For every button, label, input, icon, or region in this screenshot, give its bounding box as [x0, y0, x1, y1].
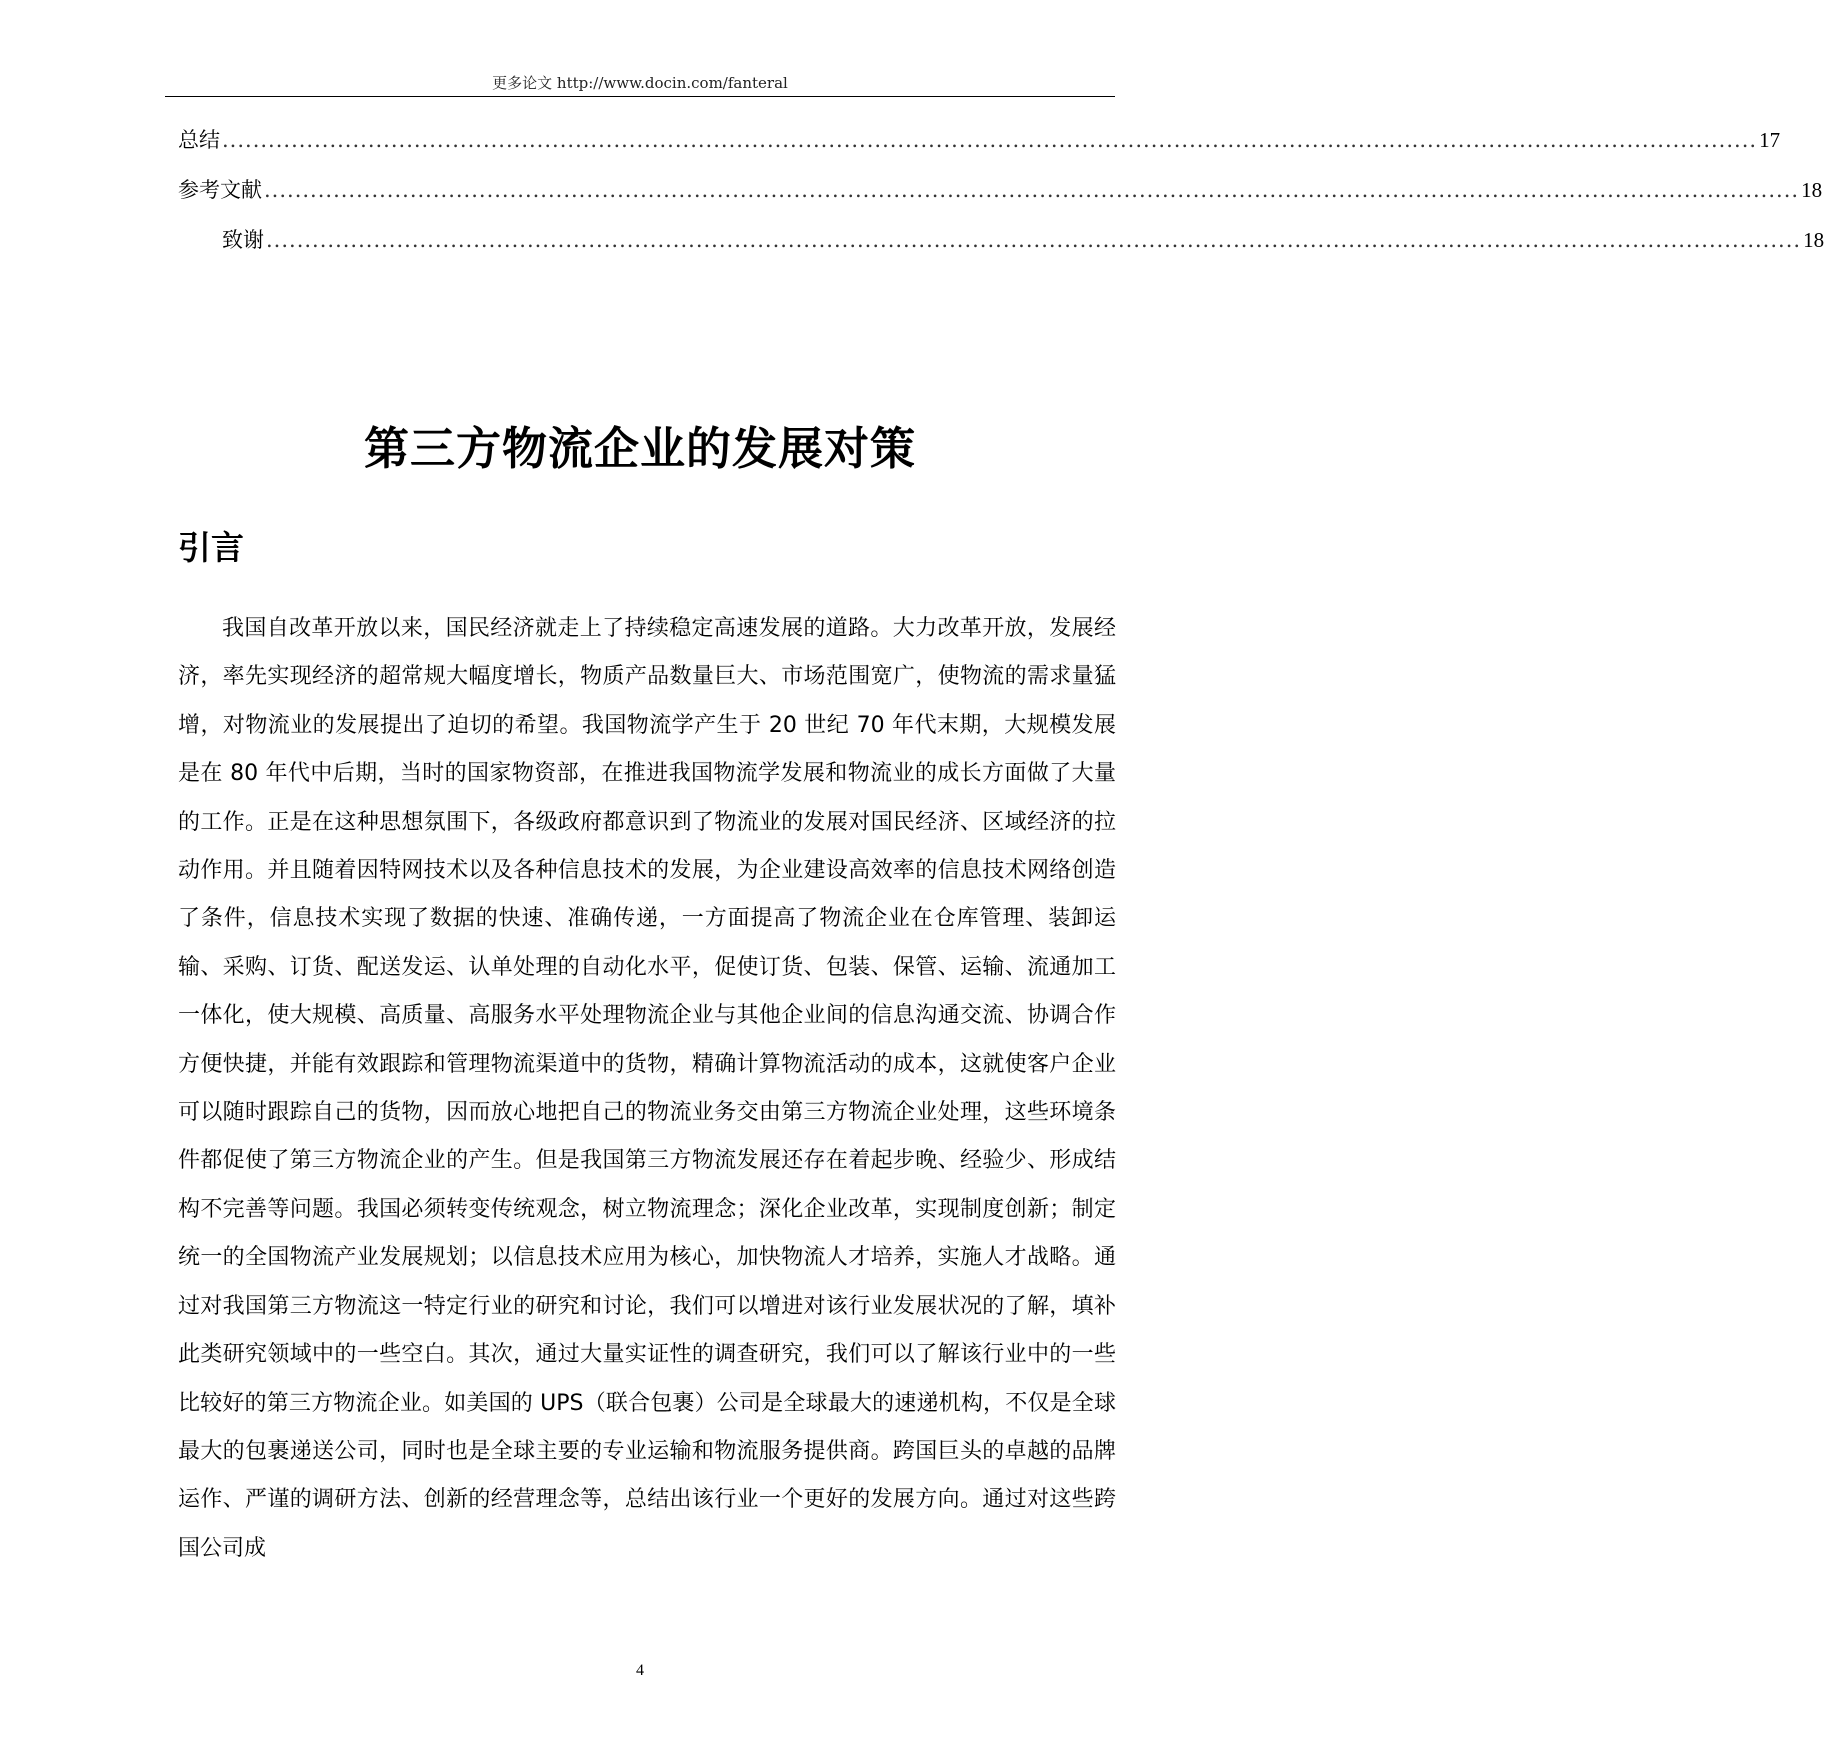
- page-number: 4: [636, 1662, 644, 1679]
- toc-entry-page: 18: [1803, 228, 1824, 252]
- toc-entry-label: 参考文献: [178, 178, 262, 202]
- header-divider: [165, 96, 1115, 97]
- page-header: 更多论文 http://www.docin.com/fanteral: [492, 74, 788, 92]
- toc-leader-dots: ........................................................................................................................................................................................................: [264, 178, 1800, 202]
- toc-leader-dots: ........................................................................................................................................................................................................: [266, 228, 1802, 252]
- toc-entry-label: 总结: [178, 128, 220, 152]
- table-of-contents: [178, 124, 1824, 274]
- toc-entry[interactable]: [178, 224, 1824, 274]
- toc-entry-page: 17: [1759, 128, 1781, 152]
- toc-entry[interactable]: [178, 124, 1781, 174]
- toc-entry-page: 18: [1801, 178, 1823, 202]
- toc-entry-label: 致谢: [222, 228, 264, 252]
- section-heading: 引言: [178, 528, 244, 567]
- toc-entry[interactable]: [178, 174, 1823, 224]
- document-title: 第三方物流企业的发展对策: [363, 422, 916, 475]
- body-paragraph: 我国自改革开放以来，国民经济就走上了持续稳定高速发展的道路。大力改革开放，发展经济，率先实现经济的超常规大幅度增长，物质产品数量巨大、市场范围宽广，使物流的需求量猛增，对物流业的发展提出了迫切的希望。我国物流学产生于 20 世纪 70 年代末期，大规模发展是在 80 年代中后期，当时的国家物资部，在推进我国物流学发展和物流业的成长方面做了大量的工作。正是在这种思想氛围下，各级政府都意识到了物流业的发展对国民经济、区域经济的拉动作用。并且随着因特网技术以及各种信息技术的发展，为企业建设高效率的信息技术网络创造了条件，信息技术实现了数据的快速、准确传递，一方面提高了物流企业在仓库管理、装卸运输、采购、订货、配送发运、认单处理的自动化水平，促使订货、包装、保管、运输、流通加工一体化，使大规模、高质量、高服务水平处理物流企业与其他企业间的信息沟通交流、协调合作方便快捷，并能有效跟踪和管理物流渠道中的货物，精确计算物流活动的成本，这就使客户企业可以随时跟踪自己的货物，因而放心地把自己的物流业务交由第三方物流企业处理，这些环境条件都促使了第三方物流企业的产生。但是我国第三方物流发展还存在着起步晚、经验少、形成结构不完善等问题。我国必须转变传统观念，树立物流理念；深化企业改革，实现制度创新；制定统一的全国物流产业发展规划；以信息技术应用为核心，加快物流人才培养，实施人才战略。通过对我国第三方物流这一特定行业的研究和讨论，我们可以增进对该行业发展状况的了解，填补此类研究领域中的一些空白。其次，通过大量实证性的调查研究，我们可以了解该行业中的一些比较好的第三方物流企业。如美国的 UPS（联合包裹）公司是全球最大的速递机构，不仅是全球最大的包裹递送公司，同时也是全球主要的专业运输和物流服务提供商。跨国巨头的卓越的品牌运作、严谨的调研方法、创新的经营理念等，总结出该行业一个更好的发展方向。通过对这些跨国公司成: [178, 616, 1116, 1561]
- toc-leader-dots: ........................................................................................................................................................................................................: [222, 128, 1758, 152]
